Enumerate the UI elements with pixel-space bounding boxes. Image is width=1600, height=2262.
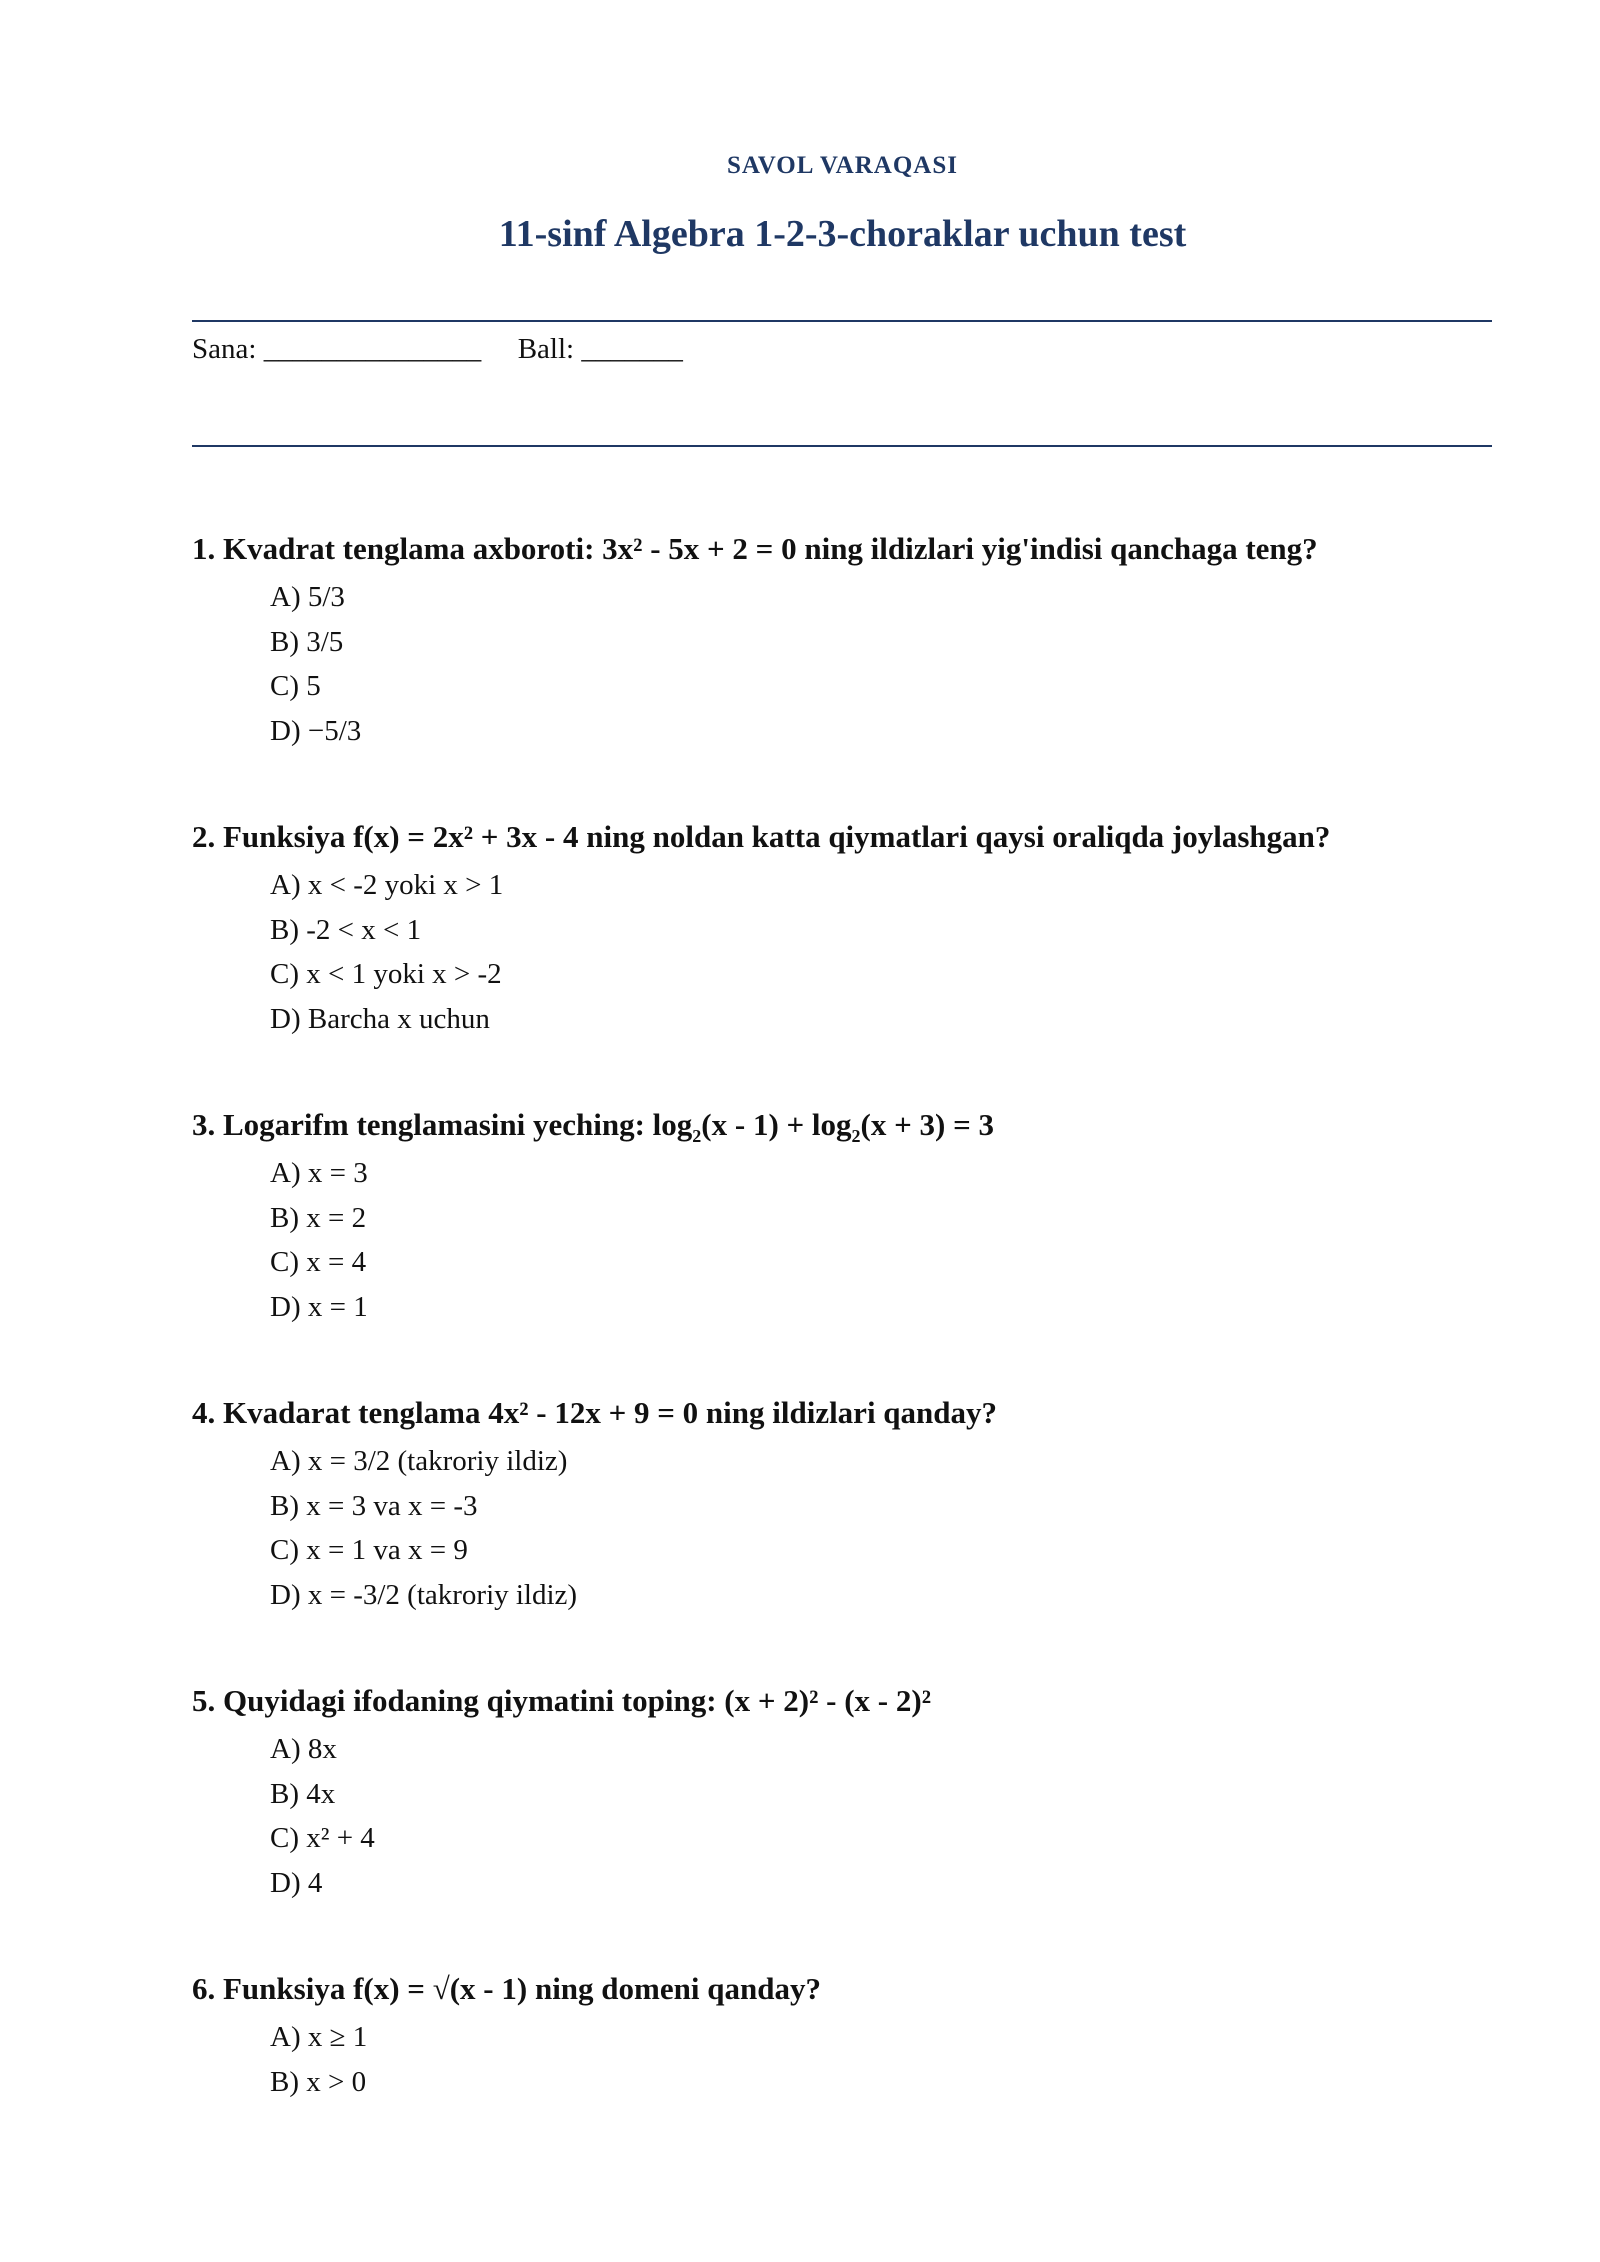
question-text: 2. Funksiya f(x) = 2x² + 3x - 4 ning noldan katta qiymatlari qaysi oraliqda joylashgan? [192,819,1331,854]
option-a: A) 8x [270,1733,337,1765]
question-text-part: (x - 1) + log [701,1107,852,1142]
date-blank: _______________ [263,333,482,365]
option-a: A) x < -2 yoki x > 1 [270,869,504,901]
option-b: B) x = 3 va x = -3 [270,1489,478,1522]
question-text: 4. Kvadarat tenglama 4x² - 12x + 9 = 0 ning ildizlari qanday? [192,1395,998,1430]
question-4 [192,1389,1492,1677]
option-d: D) 4 [270,1866,323,1899]
option-a: A) x ≥ 1 [270,2021,368,2053]
option-c: C) 5 [270,670,321,702]
question-5 [192,1677,1492,1965]
date-label: Sana: [192,333,257,365]
option-c: C) x = 4 [270,1246,367,1278]
option-b: B) 4x [270,1777,336,1810]
question-text: 5. Quyidagi ifodaning qiymatini toping: (x + 2)² - (x - 2)² [192,1683,931,1718]
question-text: 1. Kvadrat tenglama axboroti: 3x² - 5x + 2 = 0 ning ildizlari yig'indisi qanchaga teng? [192,531,1318,566]
option-list [270,1151,1492,1329]
top-divider [192,320,1492,322]
question-list [192,525,1492,2253]
score-blank: _______ [581,333,683,365]
option-d: D) x = 1 [270,1290,368,1323]
option-d: D) Barcha x uchun [270,1002,490,1035]
option-b: B) x = 2 [270,1201,367,1234]
question-3 [192,1101,1492,1389]
option-c: C) x² + 4 [270,1822,375,1854]
bottom-divider [192,445,1492,447]
meta-line [192,333,683,366]
score-label: Ball: [517,333,575,365]
option-a: A) 5/3 [270,581,345,613]
question-1 [192,525,1492,813]
worksheet-label: SAVOL VARAQASI [727,152,958,179]
question-text [192,1101,1492,1149]
worksheet-title: 11-sinf Algebra 1-2-3-choraklar uchun test [498,213,1187,255]
option-list [270,575,1492,753]
question-6 [192,1965,1492,2253]
option-c: C) x < 1 yoki x > -2 [270,958,502,990]
question-2 [192,813,1492,1101]
option-d: D) −5/3 [270,714,362,747]
option-c: C) x = 1 va x = 9 [270,1534,468,1566]
option-a: A) x = 3/2 (takroriy ildiz) [270,1445,568,1477]
option-a: A) x = 3 [270,1157,368,1189]
question-text-part: (x + 3) = 3 [860,1107,995,1142]
log-base: 2 [851,1126,861,1147]
option-list [270,1439,1492,1617]
question-text-part: 3. Logarifm tenglamasini yeching: log [192,1107,693,1142]
option-b: B) 3/5 [270,625,344,658]
option-d: D) x = -3/2 (takroriy ildiz) [270,1578,578,1611]
option-b: B) x > 0 [270,2065,367,2098]
option-list [270,863,1492,1041]
option-list [270,1727,1492,1905]
option-b: B) -2 < x < 1 [270,913,422,946]
question-text: 6. Funksiya f(x) = √(x - 1) ning domeni qanday? [192,1971,821,2006]
option-list [270,2015,1492,2104]
log-base: 2 [692,1126,702,1147]
